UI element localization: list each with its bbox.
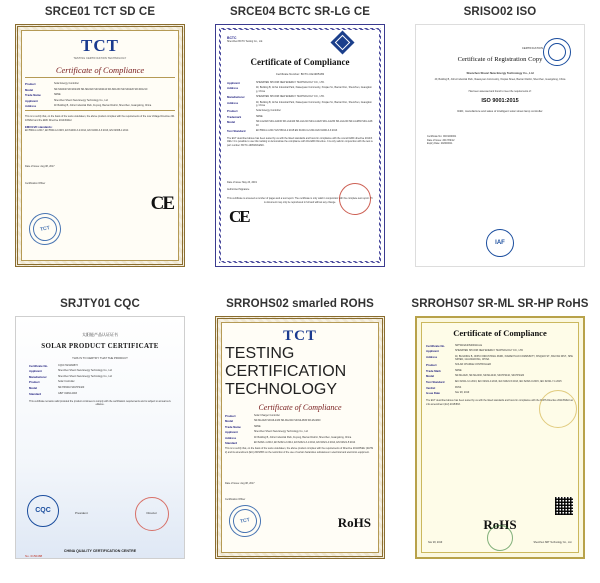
expiry-date-value: 2020/09/11 (440, 142, 453, 146)
field-key: Applicant (426, 349, 439, 354)
tct-logo: TCT (81, 36, 119, 55)
standards-value: EN 55014-1:2017, EN 55014-2:2015, EN 61000-3-2:2014, EN 61000-3-3:2013, EN 62368-1:2014 (25, 129, 129, 133)
ce-mark: CE (150, 193, 173, 214)
tct-logo: TCT (283, 327, 317, 344)
field-key: Test Standard (426, 380, 445, 385)
qr-code (555, 497, 573, 515)
field-value: Solar Controller (58, 380, 75, 384)
footer-date: Nov 28, 2019 (428, 541, 443, 545)
field-key: Address (227, 100, 239, 105)
scope-text: R&D, manufacture and sales of intelligent solar street lamp controller (457, 109, 543, 114)
issue-date-label: Date of Issue: (25, 164, 40, 168)
divider (25, 77, 175, 78)
field-value: Solar Energy Controller (256, 109, 281, 113)
bctc-logo: BCTC (227, 36, 237, 40)
field-value: SRNE (254, 424, 261, 428)
gallery-cell-4[interactable] (0, 292, 200, 583)
field-value: SRTW19A4NS0001111-E (455, 343, 483, 347)
expiry-date-line (427, 142, 573, 145)
certificate-caption: SRCE04 BCTC SR-LG CE (229, 6, 371, 18)
certificate-heading: Certificate of Registration Copy (457, 56, 543, 63)
signature-label: Certification Officer (25, 182, 46, 186)
gallery-cell-6[interactable] (400, 292, 600, 583)
certificate-footer: This certificate is annexed a number of pages and a test report. The certificate is only valid in conjunction with the complete test report. This document may only be reproduced in full and without any change. (227, 197, 373, 204)
field-key: Trade Name (25, 93, 41, 98)
field-value: SHENZHEN SHUORI NEW ENERGY TECHNOLOGY CO., LTD. (256, 94, 325, 98)
field-key: Model (29, 386, 38, 391)
field-value: SR-SD2440 SR-SD2430 SR-SD2420 SR-SD2410 SR-SD1230 SR-SD1220 SR-SD1210 (54, 87, 148, 91)
expiry-date-label: Expiry Date: (427, 142, 441, 146)
gallery-cell-5[interactable] (200, 292, 400, 583)
issue-date-value: Date of issue: May 23, 2019 (227, 181, 257, 185)
field-value: Solar Charger Controller (254, 413, 280, 417)
issue-date-label: Date of Issue: (225, 482, 240, 486)
field-value: 4F, Building B, Jinhui Industrial Park, Xiaweiyuan Community, Xinqiao St., Bao'an Dist., Shenzhen, Guangdong, China (256, 86, 372, 93)
standards-label: EMC/LVD standards: (25, 125, 53, 130)
field-key: Applicant (225, 430, 238, 435)
organization-name: Shenzhen Shuori New Energy Technology Co., Ltd (466, 71, 534, 75)
field-value: SRNE (54, 93, 61, 97)
certificate-content (427, 34, 573, 259)
certificate-heading: Certificate of Compliance (55, 65, 145, 75)
tct-seal-text: TCT (31, 215, 59, 243)
field-value: SR-LG2420 SR-LG2430 SR-LG2440 SR-LG1210 SR-LG1220 SR-LG1230 SR-LG1240 SR-LG4830 SR-LG4840 (256, 120, 373, 127)
certificate-caption: SRJTY01 CQC (60, 297, 140, 310)
certificate-caption: SRISO02 ISO (463, 6, 537, 18)
field-key: Product (225, 413, 236, 418)
certificate-heading: Certificate of Compliance (453, 327, 547, 338)
certificate-footer-note: This certificate remains valid provided the product continues to comply with the certification requirements and is subject to annual surveillance. (29, 399, 171, 407)
field-key: Trade Name (225, 424, 241, 429)
gallery-cell-3[interactable] (400, 0, 600, 292)
certificate-number-value: CN19/00001 (442, 135, 457, 139)
field-key: Standard (225, 441, 238, 446)
field-value: Solar Energy Controller (54, 82, 79, 85)
certificate-number-value: BCTC-CE1905183 (300, 71, 325, 76)
certificate-image-srce01-tct-sd-ce[interactable] (15, 24, 185, 267)
field-key: Test Standard (227, 128, 246, 133)
field-key: Manufacturer (227, 94, 245, 99)
issue-date-value: Aug 08, 2017 (40, 164, 55, 168)
signature-label: Certification Officer (225, 497, 246, 501)
bctc-logo-subtitle: Shenzhen BCTC Testing Co., Ltd. (227, 40, 263, 44)
field-key: Address (25, 104, 37, 109)
issue-date-label: Date of Issue: (427, 138, 442, 142)
field-key: Applicant (29, 369, 42, 374)
field-value: SHENZHEN SHUORI NEW ENERGY TECHNOLOGY CO., LTD. (256, 80, 325, 84)
field-value: PASS (455, 385, 462, 389)
certification-body-name: CERTIFICATION (521, 46, 543, 50)
field-key: Address (225, 435, 237, 440)
certificate-caption: SRROHS07 SR-ML SR-HP RoHS (411, 297, 589, 310)
signature-label: Authorized Signature (227, 187, 250, 191)
issue-date-line (25, 165, 175, 168)
field-key: Manufacturer (29, 374, 47, 379)
certificate-image-srjty01-cqc[interactable] (15, 316, 185, 559)
field-key: Certificate No. (29, 363, 48, 368)
field-key: Trademark (227, 114, 242, 119)
tct-logo-subtitle: TESTING CERTIFICATION TECHNOLOGY (73, 57, 127, 60)
field-value: EN 55014-1:2017 EN 55014-2:2015 EN 61000-3-2:2014 EN 61000-3-3:2013 (256, 128, 338, 132)
certificate-image-srrohs02-smarled-rohs[interactable] (215, 316, 385, 559)
issue-date-value: Aug 08, 2017 (240, 482, 255, 486)
cqc-seal-icon: CQC (27, 495, 59, 527)
certificate-footer: CHINA QUALITY CERTIFICATION CENTRE (63, 548, 137, 553)
field-key: Product (29, 380, 40, 385)
field-key: Verdict (426, 385, 436, 390)
certificate-image-srrohs07-sr-ml-sr-hp-rohs[interactable] (415, 316, 585, 559)
field-value: GB/T 19064-2003 (58, 391, 77, 395)
divider (25, 110, 175, 111)
certificate-heading-chinese: 太阳能产品认证证书 (82, 331, 118, 337)
field-value: 4F, Building B, Jinhui Industrial Park, Xiaweiyuan Community, Xinqiao St., Bao'an Dist., Shenzhen, Guangdong, China (256, 100, 372, 107)
organization-address: 4F, Building B, Jinhui Industrial Park, Xiaweiyuan Community, Xinqiao Street, Bao'an District, Shenzhen, Guangdong, China (434, 78, 566, 82)
certificate-heading: Certificate of Compliance (250, 56, 350, 67)
field-key: Applicant (227, 80, 240, 85)
issue-date-value: 2017/09/12 (442, 138, 455, 142)
field-value: Shenzhen Shuori New Energy Technology Co., Ltd (58, 374, 112, 378)
field-value: SHENZHEN SHUORI NEW ENERGY TECHNOLOGY CO., LTD (455, 349, 523, 353)
red-stamp-icon (135, 497, 169, 531)
certificate-heading: SOLAR PRODUCT CERTIFICATE (41, 341, 159, 350)
certificate-number-label: Certificate No: (427, 135, 443, 139)
iaf-seal-icon: IAF (486, 229, 514, 257)
rohs-mark: RoHS (483, 516, 517, 532)
field-key: Issue Date (426, 391, 440, 396)
field-key: Product (426, 363, 437, 368)
field-value: Shenzhen Shuori New Energy Technology Co., Ltd (254, 430, 308, 434)
certificate-body: This is to certify that, on the basis of the tests undertaken, the above product complies with the requirements of Directive 2011/65/EU (RoHS 2) and its amendment (EU) 2015/863 on the restriction of the use of certain hazardous substances in electrical and electronic equipment. (225, 447, 374, 454)
signer-left-label: President (75, 510, 88, 515)
field-key: Standard (29, 391, 42, 396)
standard-name: ISO 9001:2015 (481, 98, 519, 105)
field-key: Model (426, 374, 435, 379)
field-key: Product (227, 109, 238, 114)
footer-company: Shenzhen SRT Technology Co., Ltd. (533, 541, 572, 545)
document-number: No. 0150488 (25, 553, 43, 558)
rohs-mark: RoHS (337, 514, 371, 530)
certificate-number-line (227, 72, 373, 76)
field-key: Address (227, 86, 239, 91)
certificate-heading: Certificate of Compliance (258, 402, 342, 412)
field-key: Trade Mark (426, 368, 441, 373)
signer-right-label: Director (146, 510, 157, 515)
field-key: Certificate No. (426, 343, 445, 348)
green-seal-icon (487, 525, 513, 551)
field-value: SRNE (256, 114, 263, 118)
certificate-body: The EUT described above has been tested by us with the listed standards and found in compliance with the council EMC directive 2014/30/EU. It is possible to use CE marking to demonstrate the compliance with this EMC Directive. It is only valid in conjunction with the test report number: BCTC-1905183-EMC. (227, 136, 373, 147)
field-value: IEC 62321-3-1:2013, IEC 62321-4:2013, IEC 62321-5:2013, IEC 62321-6:2015, IEC 62321-7-1:2015 (455, 380, 562, 384)
certificate-caption: SRROHS02 smarled ROHS (226, 297, 374, 310)
certificate-caption: SRCE01 TCT SD CE (44, 6, 156, 18)
field-value: Shenzhen Shuori New Energy Technology Co., Ltd (54, 98, 108, 102)
certificate-body: The EUT described above has been tested by us with the listed standards and found in compliance with the RoHS Directive 2011/65/EU and its amendment (EU) 2015/863. (426, 399, 574, 406)
field-value: 4F Building B, Jinhui Industrial Park, Fuyong, Bao'an District, Shenzhen, Guangdong, China (254, 435, 352, 439)
tct-seal-text: TCT (231, 506, 259, 534)
certification-body-logo-icon (543, 38, 571, 66)
tct-logo-subtitle: TESTING CERTIFICATION TECHNOLOGY (225, 344, 347, 398)
field-key: Model (25, 87, 34, 92)
field-value: CQC17021182873 (58, 363, 78, 367)
field-value: SR-HP2410 SR-HP2420 (58, 386, 85, 390)
certificate-image-srce04-bctc-sr-lg-ce[interactable] (215, 24, 385, 267)
field-key: Model (227, 120, 236, 125)
gallery-cell-1[interactable] (0, 0, 200, 292)
scope-label: Has been assessed and found to meet the requirements of: (468, 89, 532, 93)
gold-seal-icon (539, 390, 577, 428)
field-key: Applicant (25, 98, 38, 103)
gallery-cell-2[interactable] (200, 0, 400, 292)
field-value: Nov 28, 2019 (455, 391, 470, 395)
ce-mark: CE (229, 207, 249, 226)
certificate-subheading: THIS IS TO CERTIFY THAT THE PRODUCT (72, 355, 128, 360)
issue-date-line (225, 482, 375, 485)
field-value: 4F Building B, Jinhui Industrial Park, Fuyong, Bao'an District, Shenzhen, Guangdong, China (54, 104, 152, 108)
certificate-body: This is to certify that, on the basis of the tests undertaken, the above product complies with the requirements of the Low Voltage Directive 2014/35/EU and the EMC Directive 2014/30/EU. (25, 115, 175, 122)
field-value: SRNE (455, 368, 462, 372)
field-key: Product (25, 82, 36, 86)
certificate-image-sriso02-iso[interactable] (415, 24, 585, 267)
certificate-number-label: Certificate Number: (275, 71, 300, 76)
certificate-content (426, 328, 574, 549)
field-key: Address (426, 354, 438, 359)
field-value: SOLAR CHARGE CONTROLLER (455, 363, 491, 367)
field-key: Model (225, 419, 234, 424)
field-value: Shenzhen Shuori New Energy Technology Co., Ltd (58, 369, 112, 373)
field-value: EN 62321-1:2013, EN 62321-2:2014, EN 62321-3-1:2014, EN 62321-4:2014, EN 62321-5:2014 (254, 441, 356, 445)
field-value: SR-ML2420, SR-ML2430, SR-ML2440, SR-HP2410, SR-HP2420 (455, 374, 525, 378)
field-value: SR-ML2420 SR-ML2430 SR-ML2440 SR-ML4830 SR-ML4840 (254, 419, 321, 423)
field-value: 4F, BUILDING B, JINHUI INDUSTRIAL PARK, XIAWEIYUAN COMMUNITY, XINQIAO ST., BAO'AN DIST., SHENZHEN, GUANGDONG, CHINA (455, 354, 573, 362)
